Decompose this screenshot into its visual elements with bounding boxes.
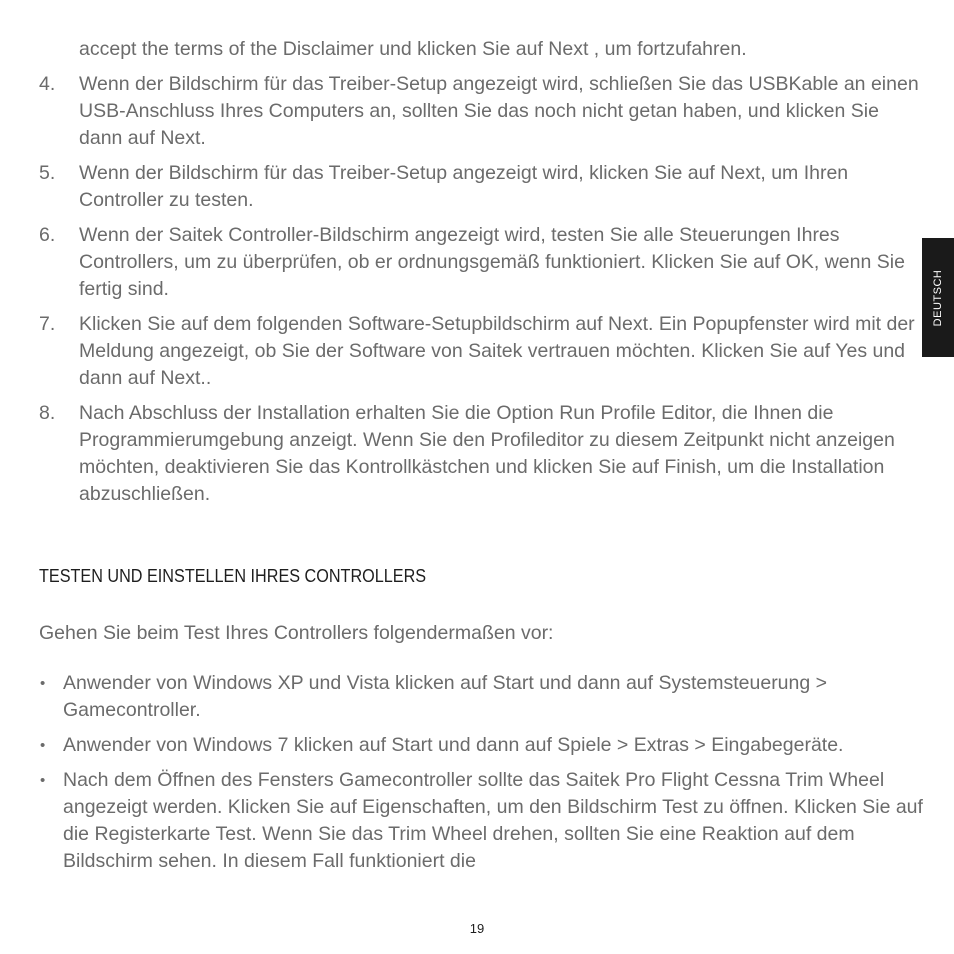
section-intro: Gehen Sie beim Test Ihres Controllers folgendermaßen vor: <box>39 622 554 644</box>
step-item <box>0 400 919 508</box>
bullet-marker: • <box>40 772 46 789</box>
step-text: Nach Abschluss der Installation erhalten Sie die Option Run Profile Editor, die Ihnen die Programmierumgebung anzeigt. Wenn Sie den Profileditor zu diesem Zeitpunkt nicht anzeigen möchten, deaktivieren Sie das Kontrollkästchen und klicken Sie auf Finish, um die Installation abzuschließen. <box>79 402 895 505</box>
section-heading: TESTEN UND EINSTELLEN IHRES CONTROLLERS <box>39 566 427 586</box>
bullet-item <box>0 732 925 759</box>
step-number: 7. <box>39 313 56 335</box>
step-number: 4. <box>39 73 56 95</box>
bullet-text: Anwender von Windows XP und Vista klicken auf Start und dann auf Systemsteuerung > Gamecontroller. <box>63 672 828 721</box>
step-item <box>0 311 919 392</box>
step-text: Wenn der Bildschirm für das Treiber-Setup angezeigt wird, schließen Sie das USBKable an einen USB-Anschluss Ihres Computers an, sollten Sie das noch nicht getan haben, und klicken Sie dann auf Next. <box>79 73 919 149</box>
step-number: 5. <box>39 162 56 184</box>
bullet-item <box>0 670 925 724</box>
step-text: Wenn der Saitek Controller-Bildschirm angezeigt wird, testen Sie alle Steuerungen Ihres Controllers, um zu überprüfen, ob er ordnungsgemäß funktioniert. Klicken Sie auf OK, wenn Sie fertig sind. <box>79 224 905 300</box>
step-text: Klicken Sie auf dem folgenden Software-Setupbildschirm auf Next. Ein Popupfenster wird mit der Meldung angezeigt, ob Sie der Software von Saitek vertrauen möchten. Klicken Sie auf Yes und dann auf Next.. <box>79 313 915 389</box>
step-item <box>0 160 919 214</box>
install-steps-list <box>0 71 954 516</box>
step-item <box>0 222 919 303</box>
language-tab-label: DEUTSCH <box>932 269 944 326</box>
test-bullets-list <box>0 670 954 883</box>
bullet-item <box>0 767 925 875</box>
bullet-marker: • <box>40 737 46 754</box>
step-number: 6. <box>39 224 56 246</box>
continued-paragraph: accept the terms of the Disclaimer und klicken Sie auf Next , um fortzufahren. <box>79 38 747 60</box>
page-number: 19 <box>469 921 485 936</box>
language-tab <box>922 238 954 357</box>
bullet-text: Anwender von Windows 7 klicken auf Start und dann auf Spiele > Extras > Eingabegeräte. <box>63 734 844 756</box>
step-text: Wenn der Bildschirm für das Treiber-Setup angezeigt wird, klicken Sie auf Next, um Ihren Controller zu testen. <box>79 162 849 211</box>
bullet-text: Nach dem Öffnen des Fensters Gamecontroller sollte das Saitek Pro Flight Cessna Trim Wheel angezeigt werden. Klicken Sie auf Eigenschaften, um den Bildschirm Test zu öffnen. Klicken Sie auf die Registerkarte Test. Wenn Sie das Trim Wheel drehen, sollten Sie eine Reaktion auf dem Bildschirm sehen. In diesem Fall funktioniert die <box>63 769 923 872</box>
step-number: 8. <box>39 402 56 424</box>
bullet-marker: • <box>40 675 46 692</box>
step-item <box>0 71 919 152</box>
